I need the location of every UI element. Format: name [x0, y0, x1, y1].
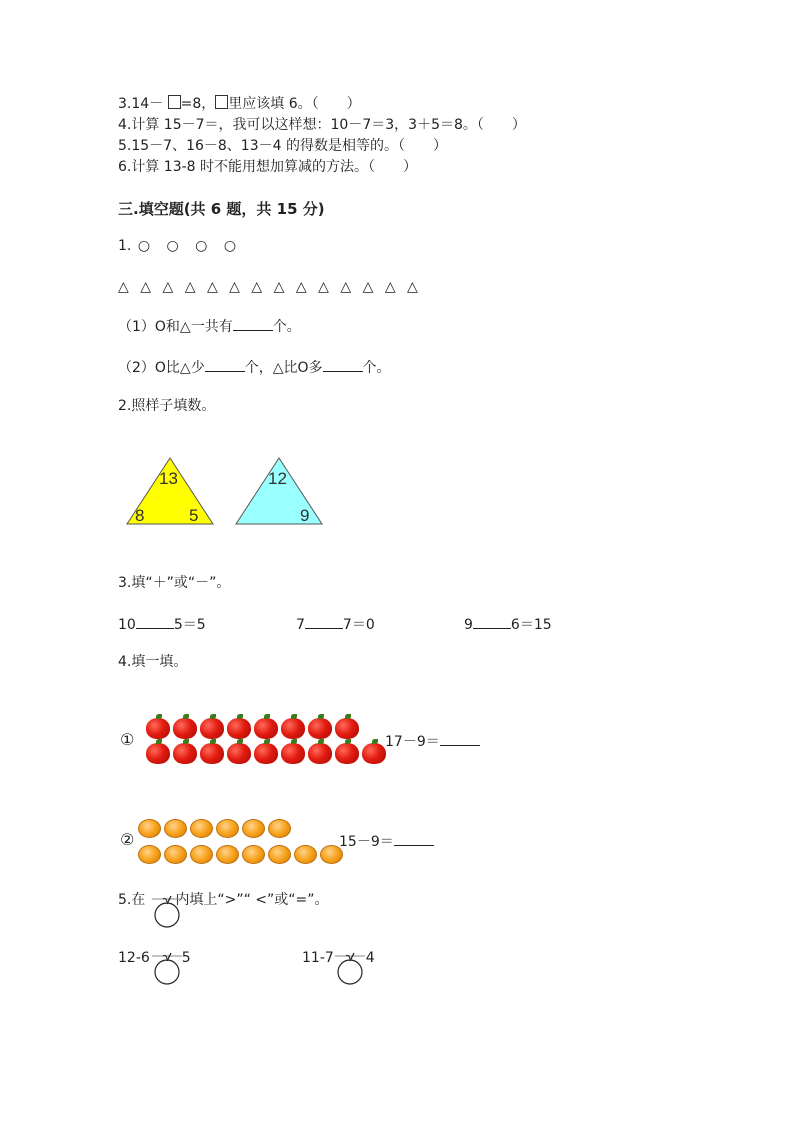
- blank-box-icon: [168, 95, 181, 109]
- fill1-sub2-suffix: 个。: [362, 360, 391, 376]
- circle-icon: ○: [223, 238, 237, 254]
- exercise-triangle: [234, 456, 324, 526]
- tri1-left: 8: [135, 506, 145, 525]
- circle-icon: ○: [166, 238, 179, 254]
- fill3-eq3: [464, 614, 552, 635]
- question-number: 1.: [118, 238, 132, 254]
- judge-q5: 5.15－7、16－8、13－4 的得数是相等的。（ ）: [118, 138, 447, 154]
- fill4-eq2: [339, 831, 434, 852]
- apple-icon: [200, 743, 224, 764]
- apple-icon: [335, 743, 359, 764]
- eq-rest: 7＝0: [342, 617, 375, 633]
- eq-rest: 5＝5: [173, 617, 206, 633]
- fill1-sub2-text: （2）O比△少: [118, 360, 205, 376]
- orange-icon: [216, 819, 239, 838]
- orange-icon: [164, 845, 187, 864]
- judge-q3-text-a: 3.14－: [118, 96, 168, 112]
- fill3-title: 3.填“＋”或“－”。: [118, 575, 231, 591]
- orange-icon: [164, 819, 187, 838]
- apple-icon: [362, 743, 386, 764]
- judge-q6: 6.计算 13-8 时不能用想加算减的方法。（ ）: [118, 159, 418, 175]
- answer-blank[interactable]: [205, 357, 245, 372]
- triangle-icon: △: [118, 279, 129, 295]
- triangle-icon: △: [229, 279, 240, 295]
- eq-rest: 6＝15: [510, 617, 552, 633]
- fill2-title: 2.照样子填数。: [118, 398, 216, 414]
- circle-icon: ○: [195, 238, 208, 254]
- section-title: 三.填空题(共 6 题，共 15 分): [118, 200, 325, 218]
- fill4-title: 4.填一填。: [118, 654, 188, 670]
- apple-icon: [146, 718, 170, 739]
- orange-icon: [242, 819, 265, 838]
- orange-icon: [138, 819, 161, 838]
- orange-icon: [216, 845, 239, 864]
- answer-blank[interactable]: [394, 831, 434, 846]
- apple-icon: [281, 743, 305, 764]
- operator-blank[interactable]: [136, 614, 174, 629]
- tri1-right: 5: [189, 506, 199, 525]
- triangle-icon: △: [206, 279, 218, 295]
- fill4-eq1: [385, 731, 480, 752]
- apple-row-2: [146, 743, 386, 764]
- item-label-1: ①: [120, 730, 135, 749]
- eq-right: 5: [181, 950, 191, 966]
- eq-left: 11-7: [302, 950, 334, 966]
- eq-left: 12-6: [118, 950, 150, 966]
- apple-outline-icon[interactable]: [150, 950, 184, 986]
- orange-icon: [138, 845, 161, 864]
- apple-icon: [308, 743, 332, 764]
- apple-icon: [227, 718, 251, 739]
- apple-icon: [173, 743, 197, 764]
- apple-icon: [335, 718, 359, 739]
- orange-icon: [268, 819, 291, 838]
- eq-text: 15－9＝: [339, 834, 394, 850]
- triangle-icon: △: [184, 279, 196, 295]
- orange-icon: [190, 845, 213, 864]
- answer-blank[interactable]: [233, 316, 273, 331]
- triangle-icon: △: [362, 279, 374, 295]
- tri2-right: 9: [300, 506, 310, 525]
- orange-icon: [190, 819, 213, 838]
- apple-outline-icon: [150, 893, 184, 929]
- triangle-icon: △: [340, 279, 352, 295]
- blank-box-icon: [215, 95, 228, 109]
- fill1-sub1: [118, 316, 301, 337]
- apple-icon: [254, 718, 278, 739]
- orange-icon: [294, 845, 317, 864]
- apple-icon: [173, 718, 197, 739]
- triangle-icon: △: [251, 279, 263, 295]
- eq-operand: 9: [464, 617, 473, 633]
- triangle-icon: △: [295, 279, 307, 295]
- item-label-2: ②: [120, 830, 135, 849]
- judge-q3-text-c: 里应该填 6。（ ）: [228, 96, 361, 112]
- triangle-icon: △: [162, 279, 174, 295]
- apple-icon: [254, 743, 278, 764]
- orange-row-1: [138, 819, 291, 838]
- triangle-icon: △: [273, 279, 285, 295]
- operator-blank[interactable]: [473, 614, 511, 629]
- apple-outline-icon[interactable]: [333, 950, 367, 986]
- orange-icon: [268, 845, 291, 864]
- judge-q3: [118, 94, 361, 114]
- apple-icon: [281, 718, 305, 739]
- triangle-icon: △: [407, 279, 418, 295]
- judge-q4: 4.计算 15－7＝，我可以这样想：10－7＝3，3＋5＝8。（ ）: [118, 117, 526, 133]
- fill1-sub1-suffix: 个。: [272, 319, 301, 335]
- fill5-title-b: 内填上“>”“ <”或“=”。: [175, 892, 329, 908]
- answer-blank[interactable]: [323, 357, 363, 372]
- triangle-icon: △: [318, 279, 329, 295]
- fill1-sub2-mid: 个，△比O多: [244, 360, 323, 376]
- fill3-eq1: [118, 614, 206, 635]
- eq-operand: 10: [118, 617, 136, 633]
- circle-icon: ○: [137, 238, 151, 254]
- eq-text: 17－9＝: [385, 734, 440, 750]
- triangle-icon: △: [384, 279, 396, 295]
- apple-icon: [308, 718, 332, 739]
- apple-icon: [227, 743, 251, 764]
- fill5-title-a: 5.在: [118, 892, 146, 908]
- orange-icon: [242, 845, 265, 864]
- tri1-top: 13: [159, 469, 178, 488]
- apple-row-1: [146, 718, 359, 739]
- circles-row: [118, 236, 243, 256]
- triangle-icon: △: [140, 279, 152, 295]
- fill1-sub2: [118, 357, 391, 378]
- apple-icon: [200, 718, 224, 739]
- fill1-sub1-text: （1）O和△一共有: [118, 319, 233, 335]
- eq-right: 4: [365, 950, 375, 966]
- apple-icon: [146, 743, 170, 764]
- operator-blank[interactable]: [305, 614, 343, 629]
- tri2-top: 12: [268, 469, 287, 488]
- answer-blank[interactable]: [440, 731, 480, 746]
- orange-row-2: [138, 845, 343, 864]
- fill3-eq2: [296, 614, 375, 635]
- eq-operand: 7: [296, 617, 305, 633]
- judge-q3-text-b: =8，: [180, 96, 216, 112]
- triangles-row: [118, 277, 425, 297]
